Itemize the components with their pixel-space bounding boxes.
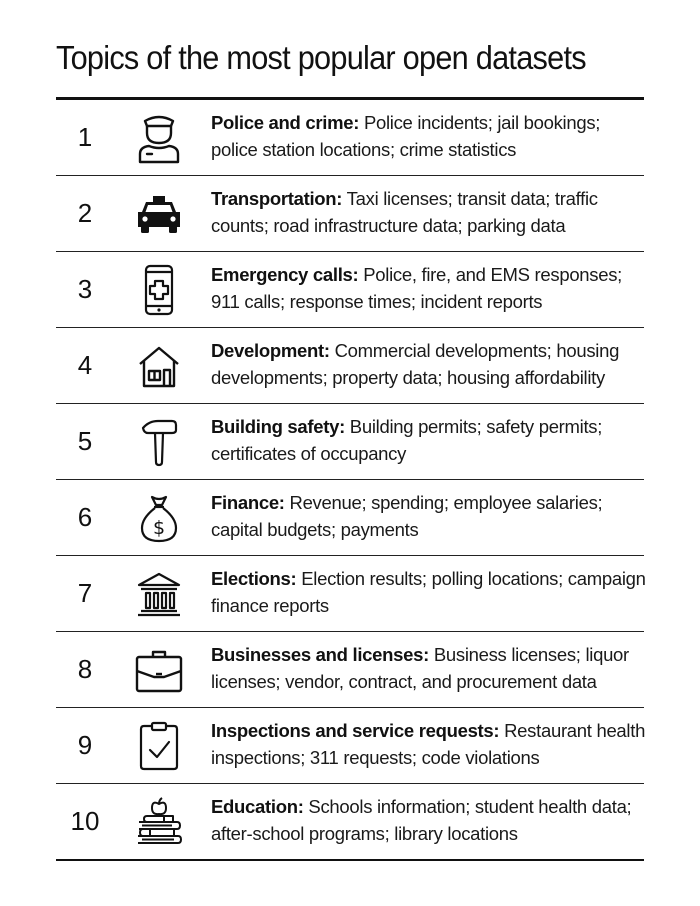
topic-list	[56, 100, 644, 861]
clipboard-check-icon	[134, 720, 184, 772]
rank-number: 6	[77, 502, 93, 532]
rank-number: 5	[77, 426, 93, 456]
topic-body: Police incidents; jail bookings; police station locations; crime statistics	[211, 112, 601, 160]
police-officer-icon	[134, 112, 184, 164]
topic-heading: Education:	[211, 796, 304, 817]
topic-body: Election results; polling locations; campaign finance reports	[211, 568, 646, 616]
topic-body: Commercial developments; housing developments; property data; housing affordability	[211, 340, 620, 388]
hammer-icon	[134, 416, 184, 468]
topic-body: Revenue; spending; employee salaries; capital budgets; payments	[211, 492, 603, 540]
rank-number: 4	[77, 350, 93, 380]
briefcase-icon	[134, 644, 184, 696]
topic-row	[56, 176, 644, 252]
topic-row	[56, 556, 644, 632]
topic-row	[56, 480, 644, 556]
topic-heading: Inspections and service requests:	[211, 720, 500, 741]
phone-medical-icon	[134, 264, 184, 316]
topic-description	[211, 489, 647, 543]
topic-row	[56, 784, 644, 861]
topic-row	[56, 708, 644, 784]
topic-heading: Building safety:	[211, 416, 345, 437]
topic-description	[211, 109, 647, 163]
topic-description	[211, 565, 647, 619]
taxi-icon	[134, 188, 184, 240]
rank-number: 7	[77, 578, 93, 608]
topic-description	[211, 185, 647, 239]
svg-text:$: $	[152, 517, 166, 539]
topic-description	[211, 717, 647, 771]
rank-number: 8	[77, 654, 93, 684]
rank-number: 2	[77, 198, 93, 228]
topic-heading: Businesses and licenses:	[211, 644, 429, 665]
topic-row	[56, 252, 644, 328]
rank-number: 1	[77, 122, 93, 152]
topic-description	[211, 793, 647, 847]
topic-row	[56, 100, 644, 176]
money-bag-icon	[134, 492, 184, 544]
topic-heading: Finance:	[211, 492, 285, 513]
topic-body: Building permits; safety permits; certificates of occupancy	[211, 416, 603, 464]
rank-number: 3	[77, 274, 93, 304]
house-icon	[134, 340, 184, 392]
topic-body: Schools information; student health data; after-school programs; library locations	[211, 796, 632, 844]
page-title: Topics of the most popular open datasets	[56, 39, 586, 76]
topic-description	[211, 641, 647, 695]
topic-heading: Elections:	[211, 568, 297, 589]
topic-body: Business licenses; liquor licenses; vendor, contract, and procurement data	[211, 644, 629, 692]
topic-description	[211, 413, 647, 467]
topic-body: Restaurant health inspections; 311 requests; code violations	[211, 720, 646, 768]
government-building-icon	[134, 568, 184, 620]
topic-body: Taxi licenses; transit data; traffic counts; road infrastructure data; parking data	[211, 188, 598, 236]
topic-heading: Emergency calls:	[211, 264, 359, 285]
books-apple-icon	[134, 796, 184, 848]
topic-heading: Development:	[211, 340, 330, 361]
rank-number: 9	[77, 730, 93, 760]
topic-description	[211, 261, 647, 315]
topic-row	[56, 404, 644, 480]
topic-row	[56, 328, 644, 404]
topic-description	[211, 337, 647, 391]
topic-heading: Transportation:	[211, 188, 343, 209]
topic-row	[56, 632, 644, 708]
topic-body: Police, fire, and EMS responses; 911 calls; response times; incident reports	[211, 264, 623, 312]
rank-number: 10	[70, 806, 100, 836]
topic-heading: Police and crime:	[211, 112, 360, 133]
